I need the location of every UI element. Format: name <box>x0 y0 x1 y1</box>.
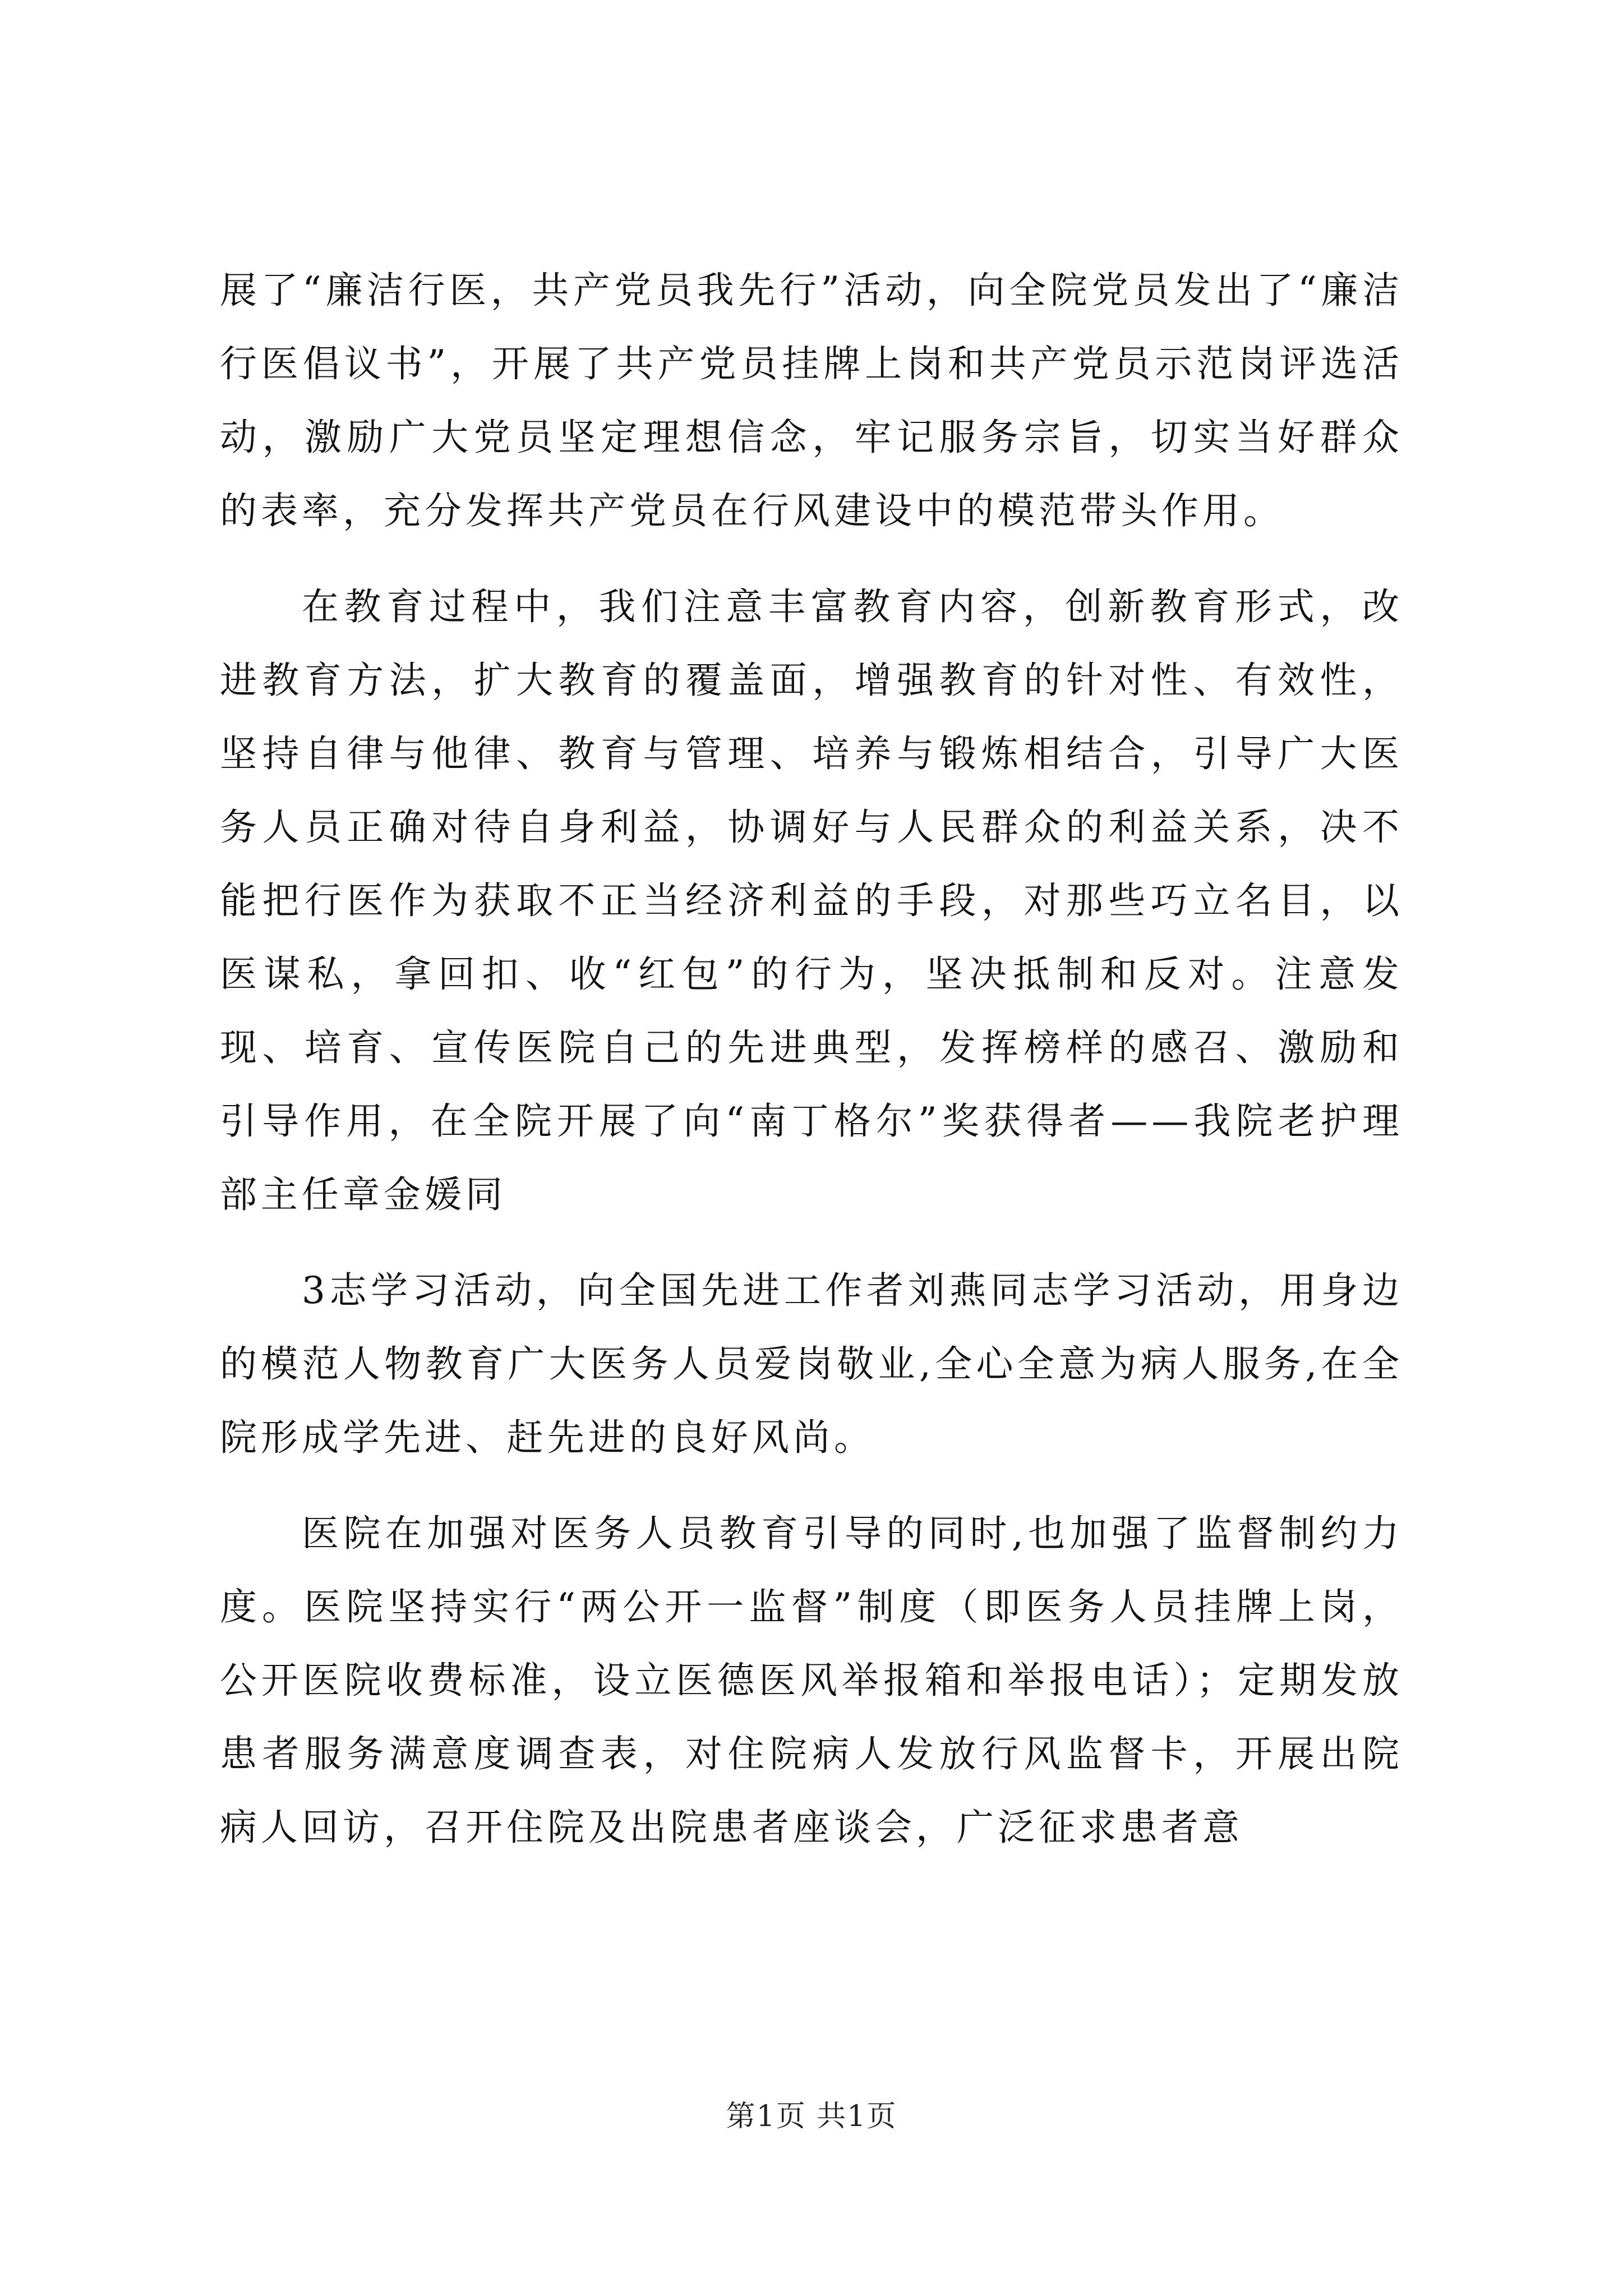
document-body <box>220 254 1403 1887</box>
page-footer: 第1页 共1页 <box>726 2100 897 2133</box>
paragraph-2: 在教育过程中，我们注意丰富教育内容，创新教育形式，改进教育方法，扩大教育的覆盖面，增强教育的针对性、有效性，坚持自律与他律、教育与管理、培养与锻炼相结合，引导广大医务人员正确对待自身利益，协调好与人民群众的利益关系，决不能把行医作为获取不正当经济利益的手段，对那些巧立名目，以医谋私，拿回扣、收“红包”的行为，坚决抵制和反对。注意发现、培育、宣传医院自己的先进典型，发挥榜样的感召、激励和引导作用，在全院开展了向“南丁格尔”奖获得者——我院老护理部主任章金媛同 <box>220 585 1403 1216</box>
paragraph-4: 医院在加强对医务人员教育引导的同时,也加强了监督制约力度。医院坚持实行“两公开一监督”制度（即医务人员挂牌上岗，公开医院收费标准，设立医德医风举报箱和举报电话）；定期发放患者服务满意度调查表，对住院病人发放行风监督卡，开展出院病人回访，召开住院及出院患者座谈会，广泛征求患者意 <box>220 1512 1403 1849</box>
paragraph-1: 展了“廉洁行医，共产党员我先行”活动，向全院党员发出了“廉洁行医倡议书”，开展了共产党员挂牌上岗和共产党员示范岗评选活动，激励广大党员坚定理想信念，牢记服务宗旨，切实当好群众的表率，充分发挥共产党员在行风建设中的模范带头作用。 <box>220 269 1403 532</box>
paragraph-3: 3志学习活动，向全国先进工作者刘燕同志学习活动，用身边的模范人物教育广大医务人员爱岗敬业,全心全意为病人服务,在全院形成学先进、赶先进的良好风尚。 <box>220 1269 1403 1459</box>
